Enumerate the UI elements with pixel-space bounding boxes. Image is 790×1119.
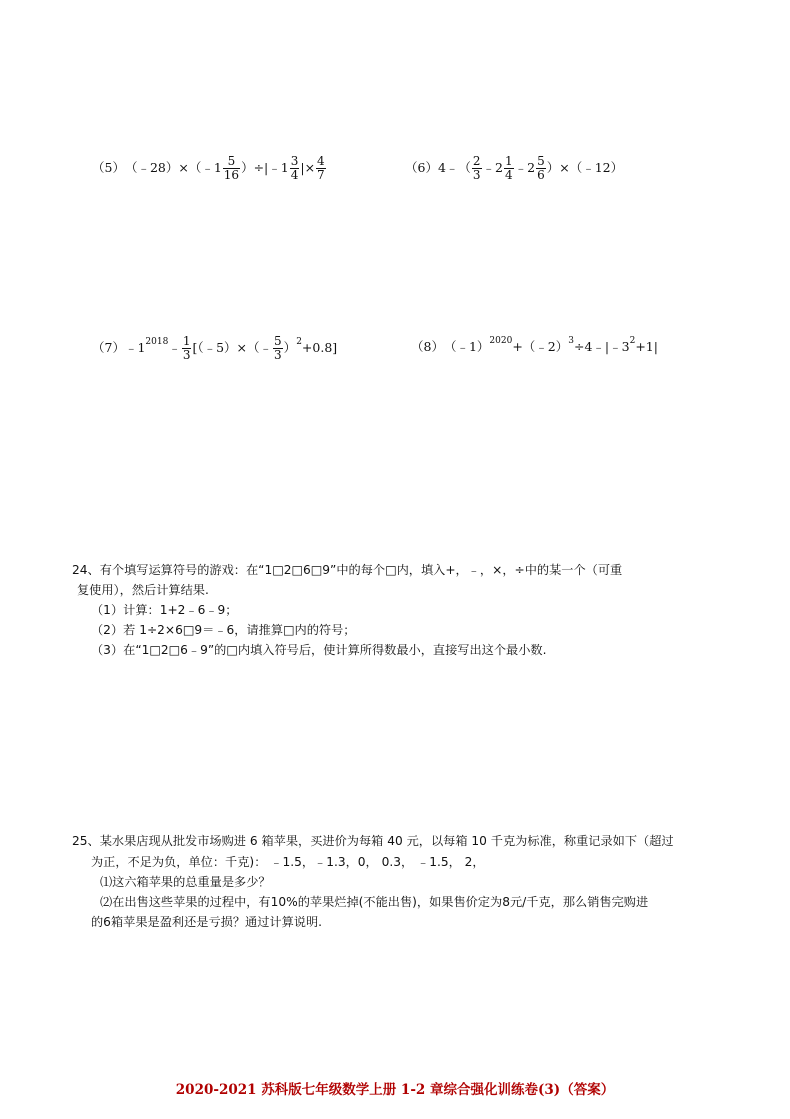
problem-5 xyxy=(92,155,327,182)
problem-7-exponent-2: 2 xyxy=(296,337,302,347)
fraction-numerator: 2 xyxy=(472,154,481,168)
fraction-denominator: 3 xyxy=(274,348,282,362)
problem-8-text-2: +（﹣2） xyxy=(512,339,569,354)
problem-5-text-3: |× xyxy=(300,160,316,176)
problem-7-text-5: +0.8] xyxy=(301,340,338,356)
fraction-numerator: 1 xyxy=(505,154,513,168)
fraction-denominator: 4 xyxy=(290,168,299,182)
problem-6-text-4: ）×（﹣12） xyxy=(546,160,624,176)
problem-7-text-4: ） xyxy=(283,340,297,356)
problem-5-fraction-1 xyxy=(223,155,240,182)
fraction-numerator: 4 xyxy=(317,154,325,168)
problem-5-fraction-2 xyxy=(290,155,300,182)
fraction-denominator: 3 xyxy=(182,348,191,362)
fraction-numerator: 3 xyxy=(290,154,299,168)
problem-6-fraction-2 xyxy=(504,155,514,182)
q25-subquestion-1: ⑴这六箱苹果的总重量是多少？ xyxy=(100,875,271,889)
q24-subquestion-2: （2）若 1÷2×6□9＝﹣6，请推算□内的符号； xyxy=(91,623,356,637)
q24-subquestion-1: （1）计算：1+2﹣6﹣9； xyxy=(91,603,238,617)
problem-6-text-2: ﹣2 xyxy=(482,160,503,176)
problem-5-label: （5） xyxy=(92,160,125,176)
problem-6-text-3: ﹣2 xyxy=(514,160,536,176)
fraction-denominator: 3 xyxy=(472,168,481,182)
problem-7-fraction-2 xyxy=(273,335,283,362)
problem-7-text-2: ﹣ xyxy=(168,340,181,356)
problem-6-label: （6） xyxy=(405,160,438,176)
problem-5-text-2: ）÷|﹣1 xyxy=(241,160,289,176)
problem-7 xyxy=(92,335,337,362)
q24-line-2: 复使用），然后计算结果. xyxy=(77,583,209,597)
fraction-denominator: 7 xyxy=(317,168,325,182)
problem-5-text-1: （﹣28）×（﹣1 xyxy=(124,160,222,176)
problem-8-text-3: ÷4﹣|﹣3 xyxy=(573,339,630,354)
problem-5-fraction-3 xyxy=(316,155,326,182)
footer-title: 2020-2021 苏科版七年级数学上册 1-2 章综合强化训练卷(3)（答案） xyxy=(175,1082,615,1098)
problem-7-label: （7） xyxy=(92,340,125,356)
q24-line-1: 24、有个填写运算符号的游戏：在“1□2□6□9”中的每个□内，填入+，﹣，×，÷中的某一个（可重 xyxy=(72,563,623,577)
problem-8-exponent-1: 2020 xyxy=(489,335,513,346)
q25-subquestion-2: ⑵在出售这些苹果的过程中，有10%的苹果烂掉(不能出售)，如果售价定为8元/千克，那么销售完购进 xyxy=(100,895,649,909)
q25-line-2: 为正，不足为负，单位：千克)： ﹣1.5，﹣1.3，0， 0.3， ﹣1.5， 2， xyxy=(91,855,485,869)
fraction-numerator: 5 xyxy=(227,154,236,168)
problem-8 xyxy=(411,335,658,354)
q25-line-5: 的6箱苹果是盈利还是亏损？通过计算说明. xyxy=(91,915,323,929)
q25-line-1: 25、某水果店现从批发市场购进 6 箱苹果，买进价为每箱 40 元，以每箱 10 千克为标准，称重记录如下（超过 xyxy=(72,834,674,848)
fraction-denominator: 6 xyxy=(537,168,545,182)
problem-6-text-1: 4﹣（ xyxy=(437,160,471,176)
fraction-numerator: 1 xyxy=(182,334,191,348)
problem-8-label: （8） xyxy=(411,339,444,354)
problem-8-text-4: +1| xyxy=(635,339,658,354)
problem-7-fraction-1 xyxy=(182,335,192,362)
problem-7-exponent-1: 2018 xyxy=(145,337,169,347)
fraction-denominator: 4 xyxy=(505,168,513,182)
fraction-numerator: 5 xyxy=(537,154,545,168)
problem-7-text-1: ﹣1 xyxy=(124,340,146,356)
problem-8-exponent-3: 2 xyxy=(629,335,636,346)
problem-8-exponent-2: 3 xyxy=(568,335,574,346)
q24-subquestion-3: （3）在“1□2□6﹣9”的□内填入符号后，使计算所得数最小，直接写出这个最小数. xyxy=(91,643,547,657)
problem-6 xyxy=(405,155,623,182)
problem-6-fraction-1 xyxy=(472,155,482,182)
problem-6-fraction-3 xyxy=(536,155,546,182)
problem-8-text-1: （﹣1） xyxy=(443,339,490,354)
fraction-numerator: 5 xyxy=(274,334,282,348)
fraction-denominator: 16 xyxy=(223,168,240,182)
problem-7-text-3: [（﹣5）×（﹣ xyxy=(192,340,273,356)
